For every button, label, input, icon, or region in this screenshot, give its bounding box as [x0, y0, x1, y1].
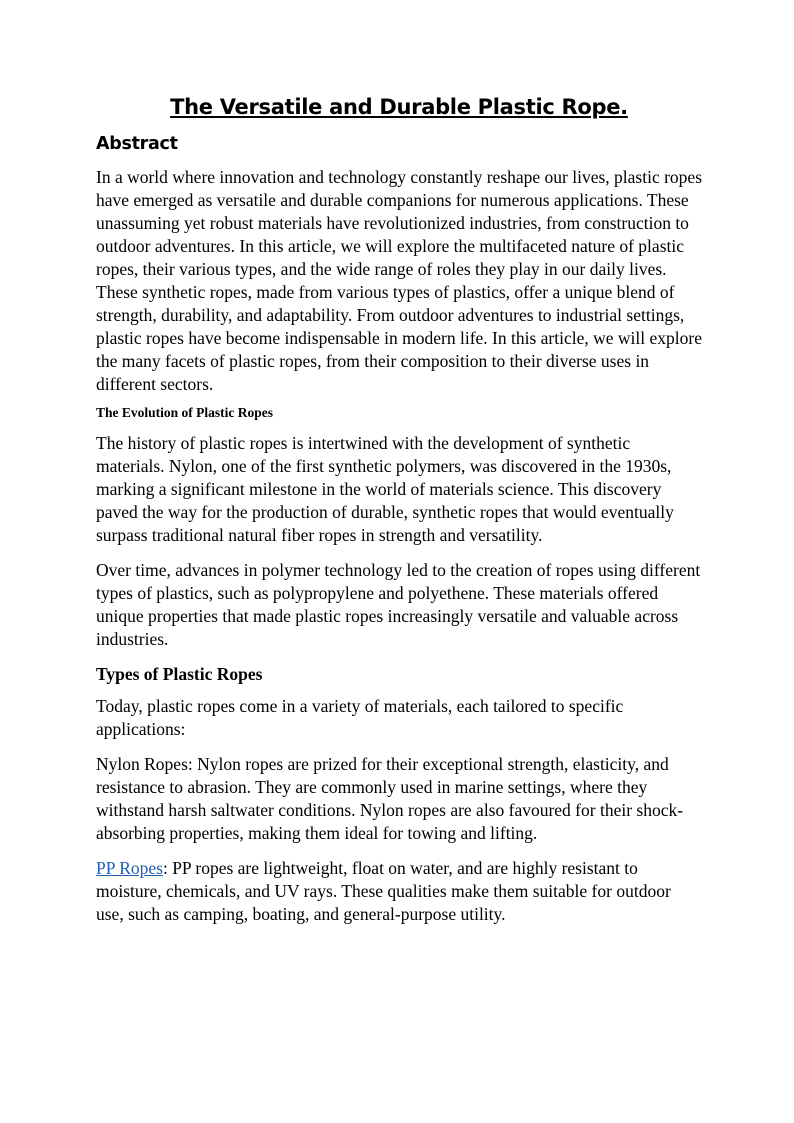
evolution-heading: The Evolution of Plastic Ropes — [96, 405, 274, 421]
pp-ropes-text: : PP ropes are lightweight, float on water, and are highly resistant to moisture, chemicals, and UV rays. These qualities make them suitable for outdoor use, such as camping, boating, and general-purpose utility. — [96, 858, 671, 925]
nylon-ropes-paragraph: Nylon Ropes: Nylon ropes are prized for their exceptional strength, elasticity, and resistance to abrasion. They are commonly used in marine settings, where they withstand harsh saltwater conditions. Nylon ropes are also favoured for their shock-absorbing properties, making them ideal for towing and lifting. — [96, 754, 684, 844]
abstract-paragraph: In a world where innovation and technology constantly reshape our lives, plastic ropes have emerged as versatile and durable companions for numerous applications. These unassuming yet robust materials have revolutionized industries, from construction to outdoor adventures. In this article, we will explore the multifaceted nature of plastic ropes, their various types, and the wide range of roles they play in our daily lives. These synthetic ropes, made from various types of plastics, offer a unique blend of strength, durability, and adaptability. From outdoor adventures to industrial settings, plastic ropes have become indispensable in modern life. In this article, we will explore the many facets of plastic ropes, from their composition to their diverse uses in different sectors. — [96, 167, 703, 395]
types-intro-paragraph: Today, plastic ropes come in a variety of materials, each tailored to specific applications: — [96, 696, 624, 740]
document-title: The Versatile and Durable Plastic Rope. — [170, 95, 628, 119]
pp-ropes-paragraph — [96, 857, 702, 926]
evolution-paragraph-1: The history of plastic ropes is intertwined with the development of synthetic materials. Nylon, one of the first synthetic polymers, was discovered in the 1930s, marking a significant milestone in the world of materials science. This discovery paved the way for the production of durable, synthetic ropes that would eventually surpass traditional natural fiber ropes in strength and versatility. — [96, 432, 674, 545]
types-heading: Types of Plastic Ropes — [96, 663, 263, 684]
abstract-heading: Abstract — [96, 134, 178, 155]
pp-ropes-link[interactable]: PP Ropes — [96, 858, 163, 879]
evolution-paragraph-2: Over time, advances in polymer technology led to the creation of ropes using different types of plastics, such as polypropylene and polyethene. These materials offered unique properties that made plastic ropes increasingly versatile and valuable across industries. — [96, 559, 701, 649]
document-page — [96, 94, 702, 938]
